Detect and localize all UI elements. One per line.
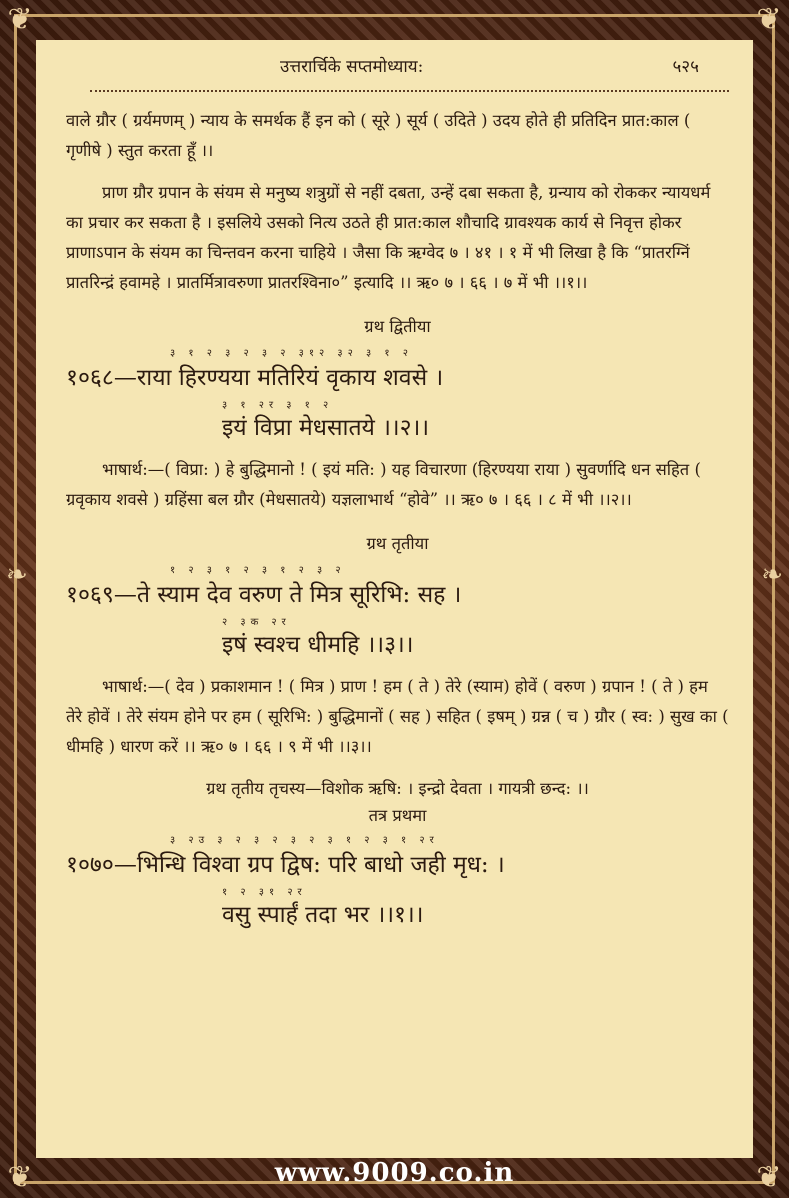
page-header xyxy=(60,40,729,90)
verse-line: १०६८—राया हिरण्यया मतिरियं वृकाय शवसे । xyxy=(66,365,444,391)
website-watermark: www.9009.co.in xyxy=(274,1158,515,1188)
section-intro: ग्रथ तृतीय तृचस्य—विशोक ऋषि: । इन्द्रो देवता । गायत्री छन्द: ।। xyxy=(206,779,589,798)
chapter-title: उत्तरार्चिके सप्तमोध्याय: xyxy=(280,56,424,77)
side-ornament-icon: ❧ xyxy=(761,560,783,590)
header-divider xyxy=(90,90,729,96)
corner-ornament-icon: ❦ xyxy=(7,1160,33,1195)
commentary-paragraph: प्राण ग्रौर ग्रपान के संयम से मनुष्य शत्रुग्रों से नहीं दबता, उन्हें दबा सकता है, ग्रन्याय को रोककर न्यायधर्म का प्रचार कर सकता है । इसलिये उसको नित्य उठते ही प्रात:काल शौचादि ग्रावश्यक कार्य से निवृत्त होकर प्राणाऽपान के संयम का चिन्तवन करना चाहिये । जैसा कि ऋग्वेद ७ । ४१ । १ में भी लिखा है कि “प्रातरग्निं प्रातरिन्द्रं हवामहे । प्रातर्मित्रावरुणा प्रातरश्विना०” इत्यादि ।। ऋ० ७ । ६६ । ७ में भी ।।१।। xyxy=(66,183,711,292)
corner-ornament-icon: ❦ xyxy=(7,2,33,37)
section-heading: ग्रथ तृतीया xyxy=(366,534,429,553)
verse-line: १०७०—भिन्धि विश्वा ग्रप द्विष: परि बाधो जही मृध: । xyxy=(66,852,505,878)
accent-marks: २ ३क २र xyxy=(222,617,291,628)
section-heading: ग्रथ द्वितीया xyxy=(364,317,431,336)
meaning-paragraph: भाषार्थ:—( विप्रा: ) हे बुद्धिमानो ! ( इयं मति: ) यह विचारणा (हिरण्यया राया ) सुवर्णादि धन सहित ( ग्रवृकाय शवसे ) ग्रहिंसा बल ग्रौर (मेधसातये) यज्ञलाभार्थ “होवे” ।। ऋ० ७ । ६६ । ८ में भी ।।२।। xyxy=(66,460,701,509)
scripture-page xyxy=(36,40,753,1158)
verse-line: इयं विप्रा मेधसातये ।।२।। xyxy=(222,415,430,441)
commentary-paragraph: वाले ग्रौर ( ग्रर्यमणम् ) न्याय के समर्थक हैं इन को ( सूरे ) सूर्य ( उदिते ) उदय होते ही प्रतिदिन प्रात:काल ( गृणीषे ) स्तुत करता हूँ ।। xyxy=(66,111,691,160)
accent-marks: ३ १ २ ३ २ ३ २ ३१२ ३२ ३ १ २ xyxy=(170,348,413,359)
section-heading: तत्र प्रथमा xyxy=(368,806,427,825)
page-number: ५२५ xyxy=(672,56,699,77)
meaning-paragraph: भाषार्थ:—( देव ) प्रकाशमान ! ( मित्र ) प्राण ! हम ( ते ) तेरे (स्याम) होवें ( वरुण ) ग्रपान ! ( ते ) हम तेरे होवें । तेरे संयम होने पर हम ( सूरिभि: ) बुद्धिमानों ( सह ) सहित ( इषम् ) ग्रन्न ( च ) ग्रौर ( स्व: ) सुख का ( धीमहि ) धारण करें ।। ऋ० ७ । ६६ । ९ में भी ।।३।। xyxy=(66,677,729,756)
accent-marks: १ २ ३ १ २ ३ १ २ ३ २ xyxy=(170,565,346,576)
verse-line: १०६९—ते स्याम देव वरुण ते मित्र सूरिभि: सह । xyxy=(66,582,462,608)
side-ornament-icon: ❧ xyxy=(6,560,28,590)
accent-marks: ३ २उ ३ २ ३ २ ३ २ ३ १ २ ३ १ २र xyxy=(170,835,439,846)
corner-ornament-icon: ❦ xyxy=(756,1160,782,1195)
accent-marks: ३ १ २र ३ १ २ xyxy=(222,400,334,411)
corner-ornament-icon: ❦ xyxy=(756,2,782,37)
accent-marks: १ २ ३१ २र xyxy=(222,887,307,898)
verse-line: वसु स्पार्हं तदा भर ।।१।। xyxy=(222,902,424,928)
verse-line: इषं स्वश्च धीमहि ।।३।। xyxy=(222,632,414,658)
